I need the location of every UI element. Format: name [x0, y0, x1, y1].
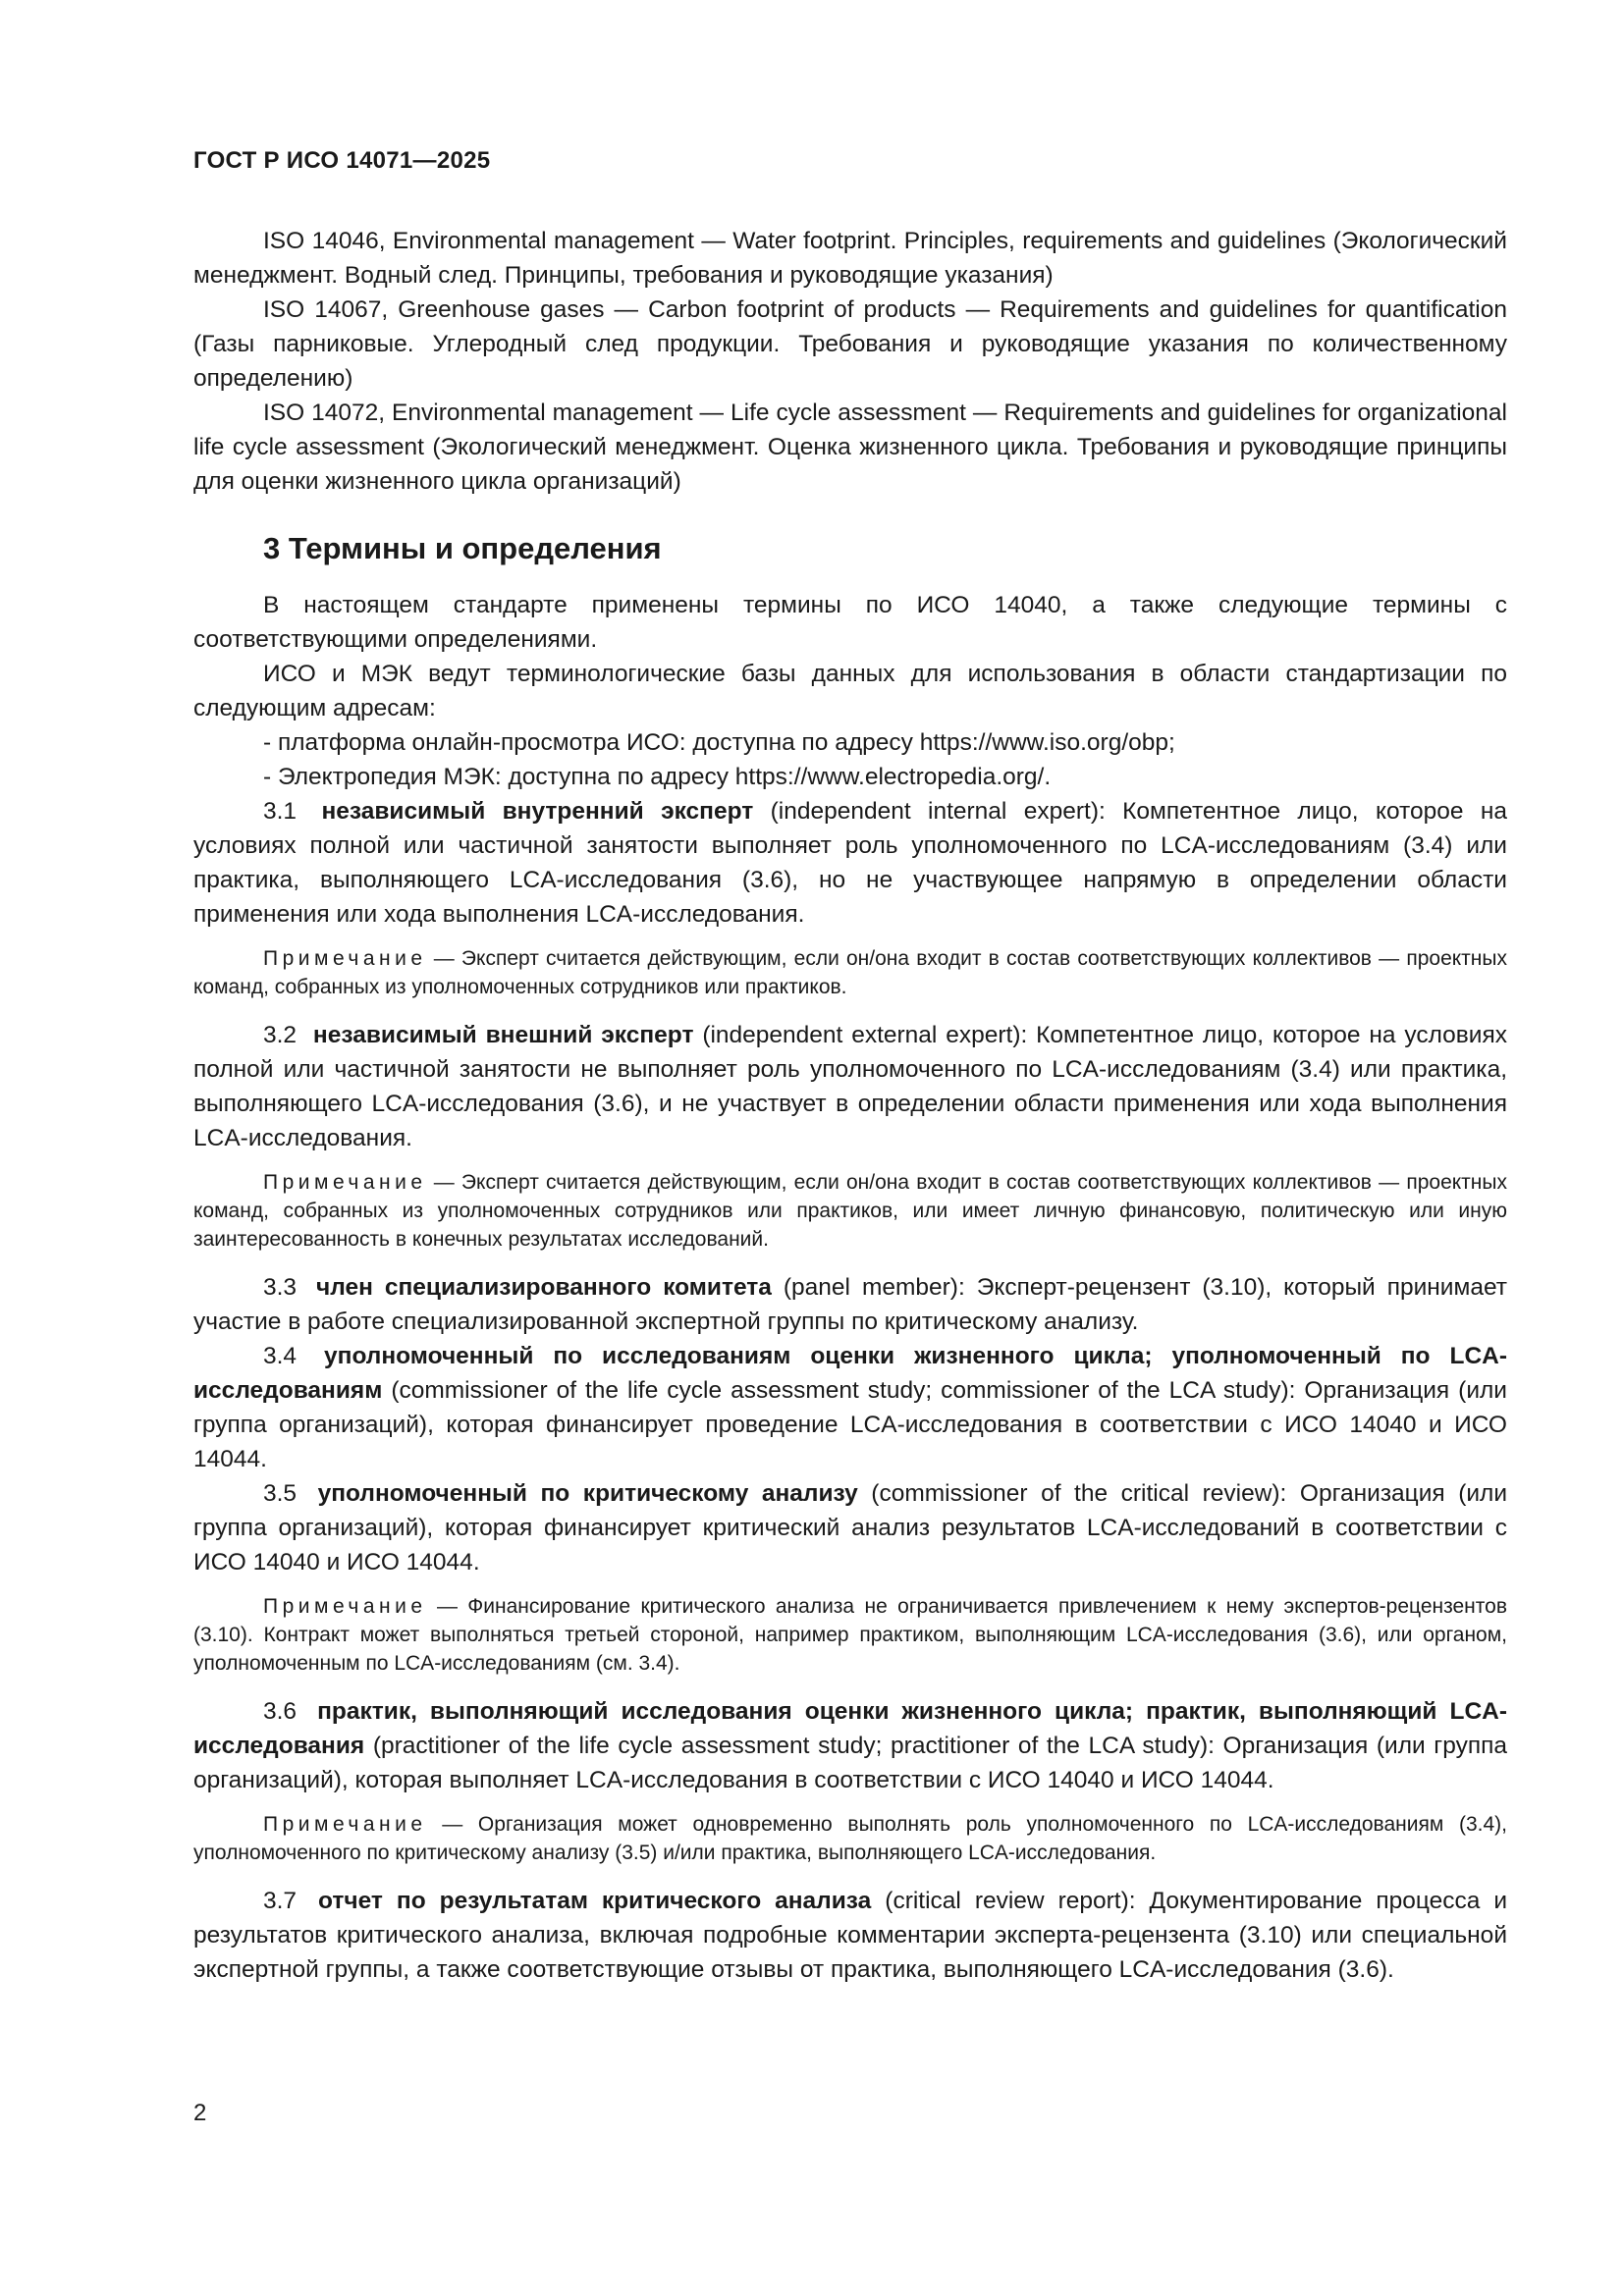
term-number: 3.1 — [263, 798, 298, 825]
term-number: 3.4 — [263, 1343, 298, 1369]
term-definition: (commissioner of the life cycle assessment study; commissioner of the LCA study): Организация (или группа организаций), которая финансирует проведение LCA-исследования в соответствии с ИСО 14040 и ИСО 14044. — [193, 1377, 1507, 1472]
term-definition: (independent external expert): Компетентное лицо, которое на условиях полной или частичной занятости не выполняет роль уполномоченного по LCA-исследованиям (3.4) или практика, выполняющего LCA-исследования (3.6), и не участвует в определении области применения или хода выполнения LCA-исследования. — [193, 1022, 1507, 1151]
note-text: — Эксперт считается действующим, если он/она входит в состав соответствующих коллективов — проектных команд, собранных из уполномоченных сотрудников или практиков. — [193, 947, 1507, 998]
term-note-3-5 — [193, 1592, 1507, 1678]
note-label: Примечание — [263, 1595, 427, 1618]
term-number: 3.2 — [263, 1022, 298, 1048]
term-definition: (panel member): Эксперт-рецензент (3.10), который принимает участие в работе специализированной экспертной группы по критическому анализу. — [193, 1274, 1507, 1335]
term-entry-3-6 — [193, 1694, 1507, 1797]
note-text: — Финансирование критического анализа не ограничивается привлечением к нему экспертов-рецензентов (3.10). Контракт может выполняться третьей стороной, например практиком, выполняющим LCA-исследования (3.6), или органом, уполномоченным по LCA-исследованиям (см. 3.4). — [193, 1595, 1507, 1675]
document-header: ГОСТ Р ИСО 14071—2025 — [193, 147, 491, 174]
term-entry-3-5 — [193, 1476, 1507, 1579]
reference-iso-14072: ISO 14072, Environmental management — Life cycle assessment — Requirements and guidelines for organizational life cycle assessment (Экологический менеджмент. Оценка жизненного цикла. Требования и руководящие принципы для оценки жизненного цикла организаций) — [193, 400, 1507, 495]
term-note-3-2 — [193, 1168, 1507, 1254]
section-title: 3 Термины и определения — [263, 531, 662, 565]
term-definition: (practitioner of the life cycle assessment study; practitioner of the LCA study): Организация (или группа организаций), которая выполняет LCA-исследования в соответствии с ИСО 14040 и ИСО 14044. — [193, 1733, 1507, 1793]
note-label: Примечание — [263, 1171, 427, 1194]
term-entry-3-7 — [193, 1884, 1507, 1987]
term-name: отчет по результатам критического анализа — [318, 1888, 872, 1914]
term-number: 3.7 — [263, 1888, 298, 1914]
term-note-3-1 — [193, 944, 1507, 1001]
term-name: член специализированного комитета — [316, 1274, 772, 1301]
term-number: 3.5 — [263, 1480, 298, 1507]
page-number: 2 — [193, 2100, 207, 2126]
section-intro-paragraph: ИСО и МЭК ведут терминологические базы данных для использования в области стандартизации по следующим адресам: — [193, 661, 1507, 721]
note-text: — Эксперт считается действующим, если он/она входит в состав соответствующих коллективов — проектных команд, собранных из уполномоченных сотрудников или практиков, или имеет личную финансовую, политическую или иную заинтересованность в конечных результатах исследований. — [193, 1171, 1507, 1251]
term-name: практик, выполняющий исследования оценки жизненного цикла; практик, выполняющий LCA-исследования — [193, 1698, 1507, 1759]
term-entry-3-1 — [193, 794, 1507, 932]
page-content — [193, 224, 1507, 1987]
term-definition: (critical review report): Документирование процесса и результатов критического анализа, включая подробные комментарии эксперта-рецензента (3.10) или специальной экспертной группы, а также соответствующие отзывы от практика, выполняющего LCA-исследования (3.6). — [193, 1888, 1508, 1983]
bullet-item-electropedia: - Электропедия МЭК: доступна по адресу https://www.electropedia.org/. — [263, 764, 1052, 790]
term-definition: (independent internal expert): Компетентное лицо, которое на условиях полной или частичной занятости выполняет роль уполномоченного по LCA-исследованиям (3.4) или практика, выполняющего LCA-исследования (3.6), но не участвующее напрямую в определении области применения или хода выполнения LCA-исследования. — [193, 798, 1508, 928]
note-label: Примечание — [263, 947, 427, 970]
term-name: уполномоченный по исследованиям оценки жизненного цикла; уполномоченный по LCA-исследованиям — [193, 1343, 1507, 1404]
bullet-item-iso-obp: - платформа онлайн-просмотра ИСО: доступна по адресу https://www.iso.org/obp; — [263, 729, 1175, 756]
note-label: Примечание — [263, 1813, 427, 1836]
note-text: — Организация может одновременно выполнять роль уполномоченного по LCA-исследованиям (3.4), уполномоченного по критическому анализу (3.5) и/или практика, выполняющего LCA-исследования. — [193, 1813, 1507, 1864]
term-name: независимый внешний эксперт — [312, 1022, 694, 1048]
term-name: уполномоченный по критическому анализу — [317, 1480, 858, 1507]
term-definition: (commissioner of the critical review): Организация (или группа организаций), которая финансирует критический анализ результатов LCA-исследований в соответствии с ИСО 14040 и ИСО 14044. — [193, 1480, 1508, 1575]
section-intro-paragraph: В настоящем стандарте применены термины по ИСО 14040, а также следующие термины с соответствующими определениями. — [193, 592, 1507, 653]
term-number: 3.3 — [263, 1274, 298, 1301]
term-number: 3.6 — [263, 1698, 298, 1725]
reference-iso-14067: ISO 14067, Greenhouse gases — Carbon footprint of products — Requirements and guidelines for quantification (Газы парниковые. Углеродный след продукции. Требования и руководящие указания по количественному определению) — [193, 296, 1507, 392]
term-name: независимый внутренний эксперт — [321, 798, 754, 825]
reference-iso-14046: ISO 14046, Environmental management — Water footprint. Principles, requirements and guidelines (Экологический менеджмент. Водный след. Принципы, требования и руководящие указания) — [193, 228, 1507, 289]
term-entry-3-3 — [193, 1270, 1507, 1339]
term-entry-3-2 — [193, 1018, 1507, 1155]
term-entry-3-4 — [193, 1339, 1507, 1476]
term-note-3-6 — [193, 1810, 1507, 1867]
